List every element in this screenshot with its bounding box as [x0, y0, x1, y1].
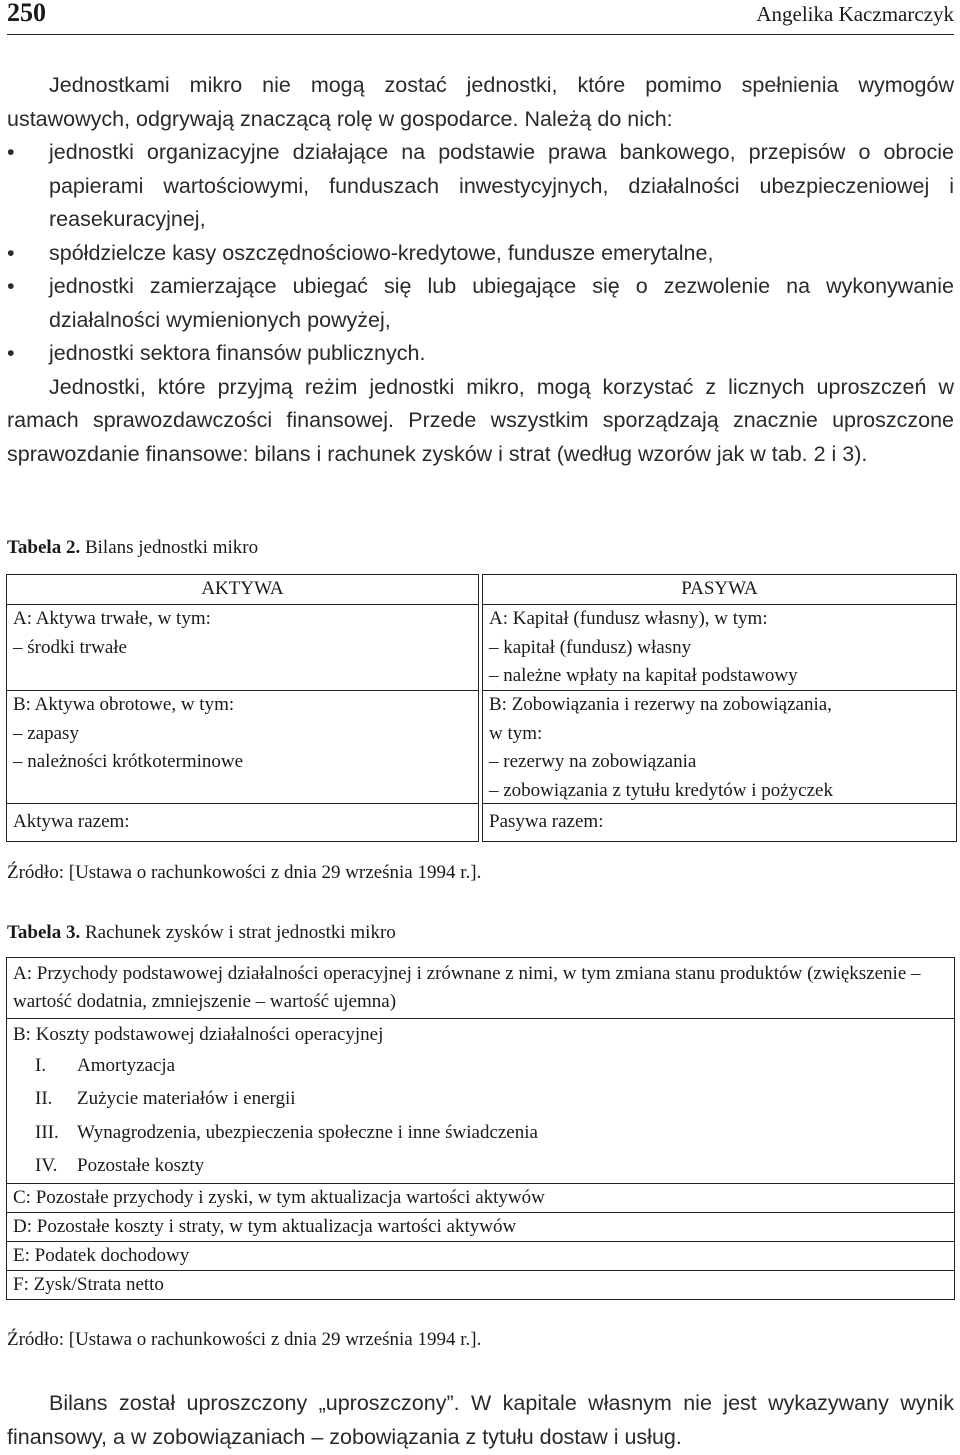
body-paragraph: Jednostki, które przyjmą reżim jednostki mikro, mogą korzystać z licznych uproszczeń w ramach sprawozdawczości finansowej. Przede wszystkim sporządzają znacznie uproszczone sprawozdanie finansowe: bilans i rachunek zysków i strat (według wzorów jak w tab. 2 i 3). — [7, 374, 954, 466]
table2-caption: Tabela 2. Bilans jednostki mikro — [7, 537, 259, 558]
intro-section — [7, 69, 954, 471]
list-item: • jednostki zamierzające ubiegać się lub ubiegające się o zezwolenie na wykonywanie działalności wymienionych powyżej, — [7, 270, 954, 337]
assets-header: AKTYWA — [7, 575, 478, 605]
table-row — [7, 1242, 955, 1271]
closing-section — [7, 1387, 954, 1454]
row-c: C: Pozostałe przychody i zyski, w tym aktualizacja wartości aktywów — [7, 1184, 955, 1213]
running-header — [7, 0, 954, 35]
assets-column — [6, 574, 479, 842]
table-row — [7, 958, 955, 1019]
table2-source: Źródło: [Ustawa o rachunkowości z dnia 29 września 1994 r.]. — [7, 862, 482, 883]
liabilities-header: PASYWA — [483, 575, 956, 605]
assets-a: A: Aktywa trwałe, w tym: – środki trwałe — [7, 605, 478, 691]
list-item: III. Wynagrodzenia, ubezpieczenia społeczne i inne świadczenia — [35, 1121, 538, 1143]
table-row — [7, 1019, 955, 1184]
liabilities-column — [482, 574, 957, 842]
exclusion-list — [7, 136, 954, 371]
row-b: B: Koszty podstawowej działalności operacyjnej I. Amortyzacja II. Zużycie materiałów i energii III. Wynagrodzenia, ubezpieczenia społeczne i inne świadczenia IV. Pozostałe koszty — [7, 1019, 955, 1184]
income-statement-table — [6, 957, 955, 1300]
assets-b: B: Aktywa obrotowe, w tym: – zapasy – należności krótkoterminowe — [7, 691, 478, 804]
liabilities-a: A: Kapitał (fundusz własny), w tym: – kapitał (fundusz) własny – należne wpłaty na kapitał podstawowy — [483, 605, 956, 691]
bullet-icon: • — [7, 140, 15, 164]
closing-paragraph: Bilans został uproszczony „uproszczony”. W kapitale własnym nie jest wykazywany wynik finansowy, a w zobowiązaniach – zobowiązania z tytułu dostaw i usług. — [7, 1391, 954, 1449]
table-row — [7, 1271, 955, 1300]
bullet-icon: • — [7, 341, 15, 365]
bullet-icon: • — [7, 240, 15, 265]
bullet-icon: • — [7, 274, 15, 298]
table3-source: Źródło: [Ustawa o rachunkowości z dnia 29 września 1994 r.]. — [7, 1329, 482, 1350]
list-item: • spółdzielcze kasy oszczędnościowo-kredytowe, fundusze emerytalne, — [7, 237, 954, 271]
liabilities-total: Pasywa razem: — [489, 811, 604, 832]
table-row — [7, 1213, 955, 1242]
list-item: IV. Pozostałe koszty — [35, 1155, 205, 1177]
row-f: F: Zysk/Strata netto — [7, 1271, 955, 1300]
balance-sheet-table — [6, 574, 957, 842]
list-item: • jednostki organizacyjne działające na podstawie prawa bankowego, przepisów o obrocie papierami wartościowymi, funduszach inwestycyjnych, działalności ubezpieczeniowej i reasekuracyjnej, — [7, 136, 954, 237]
list-item: I. Amortyzacja — [35, 1054, 176, 1076]
page-number: 250 — [7, 0, 46, 27]
assets-total: Aktywa razem: — [13, 811, 130, 832]
running-author: Angelika Kaczmarczyk — [756, 2, 954, 26]
liabilities-b: B: Zobowiązania i rezerwy na zobowiązania, w tym: – rezerwy na zobowiązania – zobowiązania z tytułu kredytów i pożyczek — [483, 691, 956, 804]
table-row — [7, 1184, 955, 1213]
table3-caption: Tabela 3. Rachunek zysków i strat jednostki mikro — [7, 922, 396, 943]
list-item: II. Zużycie materiałów i energii — [35, 1088, 296, 1110]
list-item: • jednostki sektora finansów publicznych. — [7, 337, 954, 371]
intro-paragraph: Jednostkami mikro nie mogą zostać jednostki, które pomimo spełnienia wymogów ustawowych, odgrywają znaczącą rolę w gospodarce. Należą do nich: — [7, 73, 954, 131]
row-e: E: Podatek dochodowy — [7, 1242, 955, 1271]
row-d: D: Pozostałe koszty i straty, w tym aktualizacja wartości aktywów — [7, 1213, 955, 1242]
row-a: A: Przychody podstawowej działalności operacyjnej i zrównane z nimi, w tym zmiana stanu produktów (zwiększenie – wartość dodatnia, zmniejszenie – wartość ujemna) — [7, 958, 955, 1019]
